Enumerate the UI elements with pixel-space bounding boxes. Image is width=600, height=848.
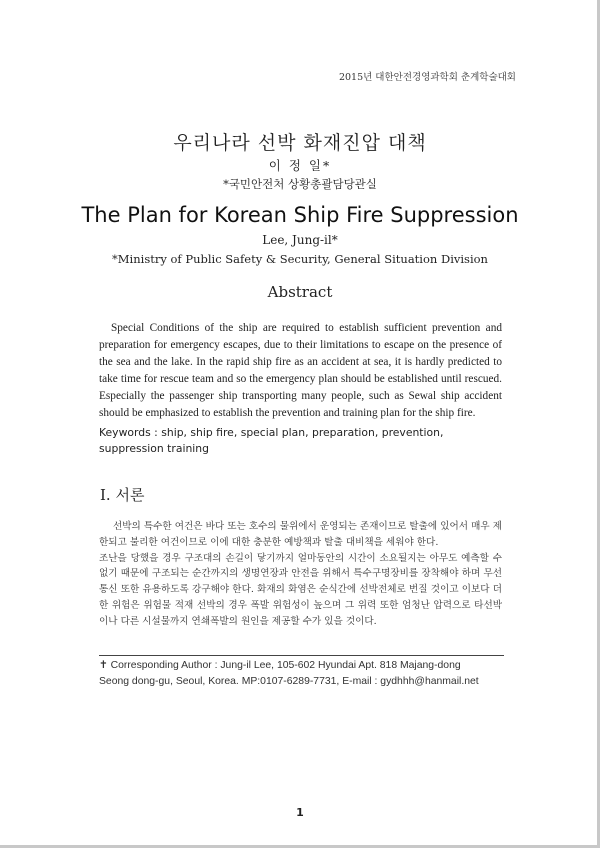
- title-korean: 우리나라 선박 화재진압 대책: [173, 132, 427, 154]
- title-english: The Plan for Korean Ship Fire Suppression: [81, 203, 519, 227]
- abstract-text: Special Conditions of the ship are required to establish sufficient prevention and preparation for emergency escapes, due to their limitations to escape on the presence of the sea and the lake. In the rapid ship fire as an accident at sea, it is hardly predicted to take time for rescue team and so the emergency plan should be established until rescued. Especially the passenger ship transporting many people, such as Sewal ship accident should be emphasized to establish the prevention and training plan for the ship fire.: [99, 322, 502, 420]
- page-number: 1: [296, 806, 304, 819]
- author-korean: 이 정 일*: [268, 158, 332, 173]
- abstract-heading: Abstract: [267, 283, 333, 301]
- affiliation-korean: *국민안전처 상황총괄담당관실: [223, 177, 377, 191]
- keywords: Keywords : ship, ship fire, special plan, preparation, prevention, suppression training: [99, 426, 444, 455]
- introduction-body: [99, 519, 502, 629]
- introduction-paragraph-2: 조난을 당했을 경우 구조대의 손길이 닿기까지 얼마동안의 시간이 소요될지는 아무도 예측할 수 없기 때문에 구조되는 순간까지의 생명연장과 안전을 위해서 특수구명장비를 장착해야 하며 무선통신 또한 유용하도록 강구해야 한다. 화재의 화염은 순식간에 선박전체로 번질 것이고 이보다 더한 위험은 위험물 적재 선박의 경우 폭발 위험성이 높으며 그 위력 또한 엄청난 압력으로 타선박이나 다른 시설물까지 연쇄폭발의 원인을 제공할 수가 있을 것이다.: [99, 552, 502, 627]
- footnote-divider: [99, 655, 504, 656]
- section-heading-introduction: Ⅰ. 서론: [100, 486, 145, 504]
- conference-header: 2015년 대한안전경영과학회 춘계학술대회: [338, 72, 516, 83]
- author-english: Lee, Jung-il*: [262, 233, 338, 247]
- footnote-line-2: Seong dong-gu, Seoul, Korea. MP:0107-6289-7731, E-mail : gydhhh@hanmail.net: [99, 676, 479, 687]
- footnote: [99, 658, 509, 690]
- introduction-paragraph-1: 선박의 특수한 여건은 바다 또는 호수의 물위에서 운영되는 존재이므로 탈출에 있어서 매우 제한되고 불리한 여건이므로 이에 대한 충분한 예방책과 탈출 대비책을 세워야 한다.: [99, 521, 502, 548]
- affiliation-english: *Ministry of Public Safety & Security, General Situation Division: [112, 252, 488, 266]
- footnote-line-1: ✝ Corresponding Author : Jung-il Lee, 105-602 Hyundai Apt. 818 Majang-dong: [99, 660, 461, 671]
